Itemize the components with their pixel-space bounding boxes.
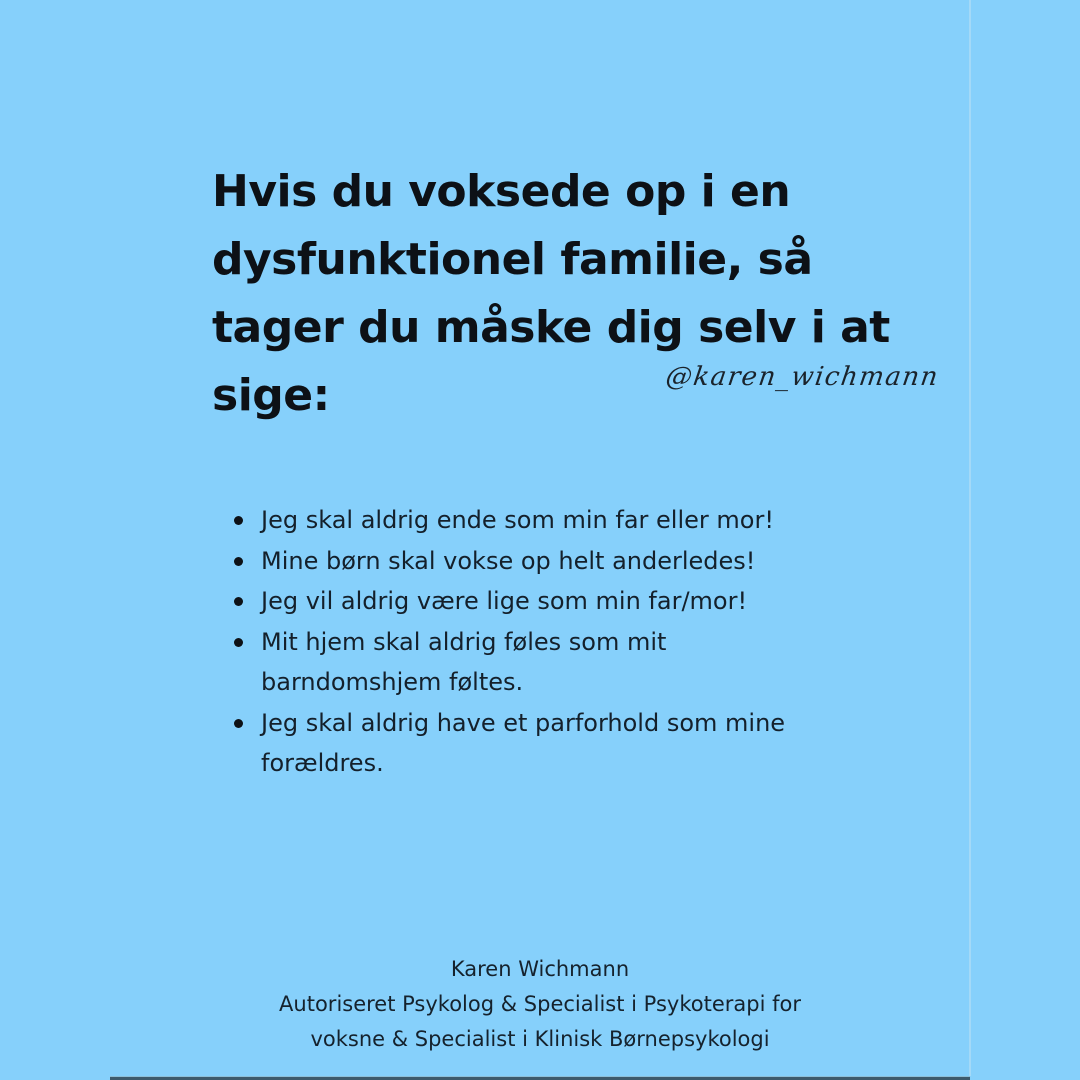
headline-line: Hvis du voksede op i en	[212, 166, 791, 217]
bottom-border	[110, 1076, 970, 1080]
list-item-text-continued: barndomshjem føltes.	[261, 668, 524, 696]
list-item	[230, 622, 910, 703]
author-name: Karen Wichmann	[450, 957, 630, 981]
bullet-icon	[234, 557, 243, 566]
author-title-line-1: Autoriseret Psykolog & Specialist i Psykoterapi for	[279, 992, 801, 1016]
list-item-text: Mit hjem skal aldrig føles som mit	[261, 627, 667, 656]
headline-line: tager du måske dig selv i at	[212, 302, 890, 353]
author-title-line-2: voksne & Specialist i Klinisk Børnepsykologi	[310, 1027, 770, 1051]
list-item	[230, 703, 910, 784]
bullet-icon	[234, 638, 243, 647]
list-item	[230, 581, 910, 622]
list-item-text: Jeg skal aldrig ende som min far eller mor!	[261, 506, 774, 534]
headline-line: sige:	[212, 370, 330, 421]
bullet-icon	[234, 719, 243, 728]
author-credit	[0, 952, 1080, 1057]
handwritten-signature: @karen_wichmann	[663, 362, 941, 392]
list-item-text: Jeg skal aldrig have et parforhold som mine	[261, 708, 786, 737]
edge-divider	[969, 0, 971, 1076]
list-item-text: Jeg vil aldrig være lige som min far/mor!	[261, 587, 748, 615]
bullet-icon	[234, 516, 243, 525]
list-item	[230, 541, 910, 582]
list-item-text: Mine børn skal vokse op helt anderledes!	[261, 546, 756, 575]
bullet-icon	[234, 597, 243, 606]
quote-list	[230, 500, 910, 784]
list-item-text-continued: forældres.	[261, 749, 384, 777]
headline-line: dysfunktionel familie, så	[212, 234, 813, 285]
list-item	[230, 500, 910, 541]
